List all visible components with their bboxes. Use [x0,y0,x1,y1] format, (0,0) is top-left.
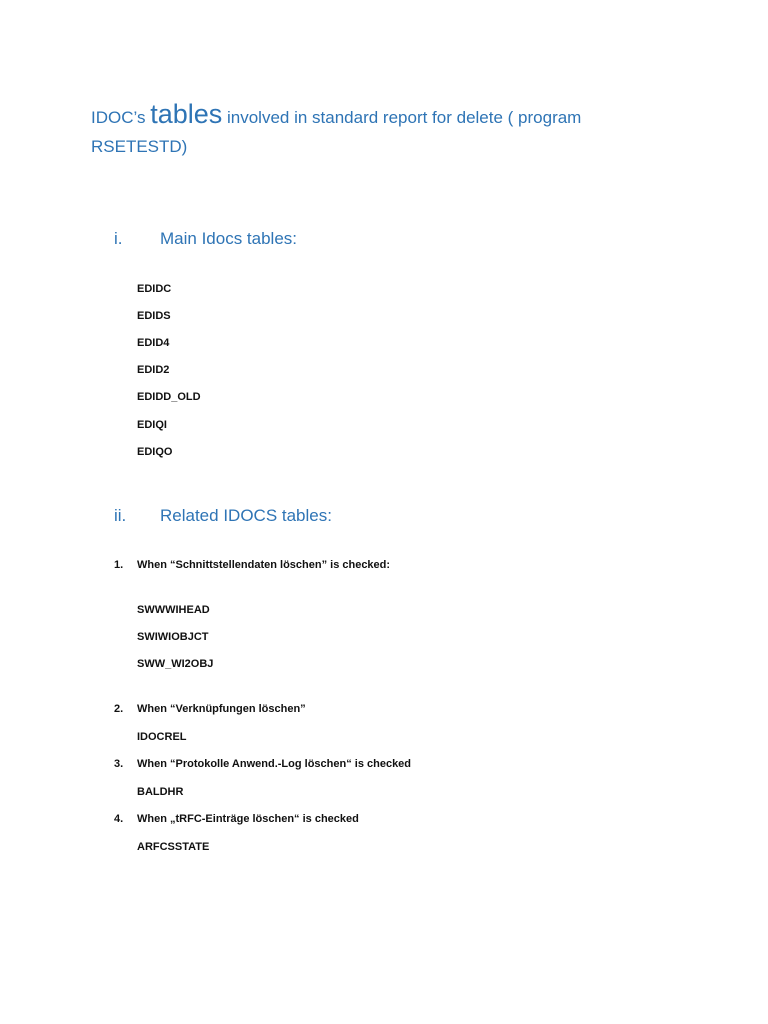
list-item-number: 3. [114,758,124,770]
list-item-text: When „tRFC-Einträge löschen“ is checked [137,813,359,825]
list-item [114,702,306,716]
list-item [114,558,390,572]
section-heading-related-tables [114,505,332,527]
table-name: EDIDD_OLD [137,391,201,403]
table-name: EDID4 [137,337,170,349]
title-line2: RSETESTD) [91,137,188,156]
list-item-text: When “Protokolle Anwend.-Log löschen“ is checked [137,758,412,770]
table-name: SWW_WI2OBJ [137,658,214,670]
table-name: EDIQI [137,419,167,431]
table-name: ARFCSSTATE [137,841,210,853]
table-name: IDOCREL [137,731,187,743]
list-item [114,812,359,826]
table-name: SWWWIHEAD [137,604,210,616]
title-part2: involved in standard report for delete ( program [222,108,582,127]
list-item-text: When “Schnittstellendaten löschen” is checked: [137,559,391,571]
table-name: EDID2 [137,364,170,376]
list-item-text: When “Verknüpfungen löschen” [137,703,306,715]
table-name: EDIDS [137,310,171,322]
document-title [91,100,691,161]
title-part1: IDOC’s [91,108,151,127]
list-item [114,757,411,771]
section-number: i. [114,229,123,248]
section-label: Main Idocs tables: [160,229,298,248]
section-heading-main-tables [114,228,297,250]
table-name: EDIDC [137,283,172,295]
table-name: EDIQO [137,446,173,458]
table-name: SWIWIOBJCT [137,631,209,643]
list-item-number: 4. [114,813,124,825]
section-number: ii. [114,506,127,525]
section-label: Related IDOCS tables: [160,506,332,525]
list-item-number: 1. [114,559,124,571]
title-emphasis: tables [150,99,223,129]
list-item-number: 2. [114,703,124,715]
table-name: BALDHR [137,786,184,798]
